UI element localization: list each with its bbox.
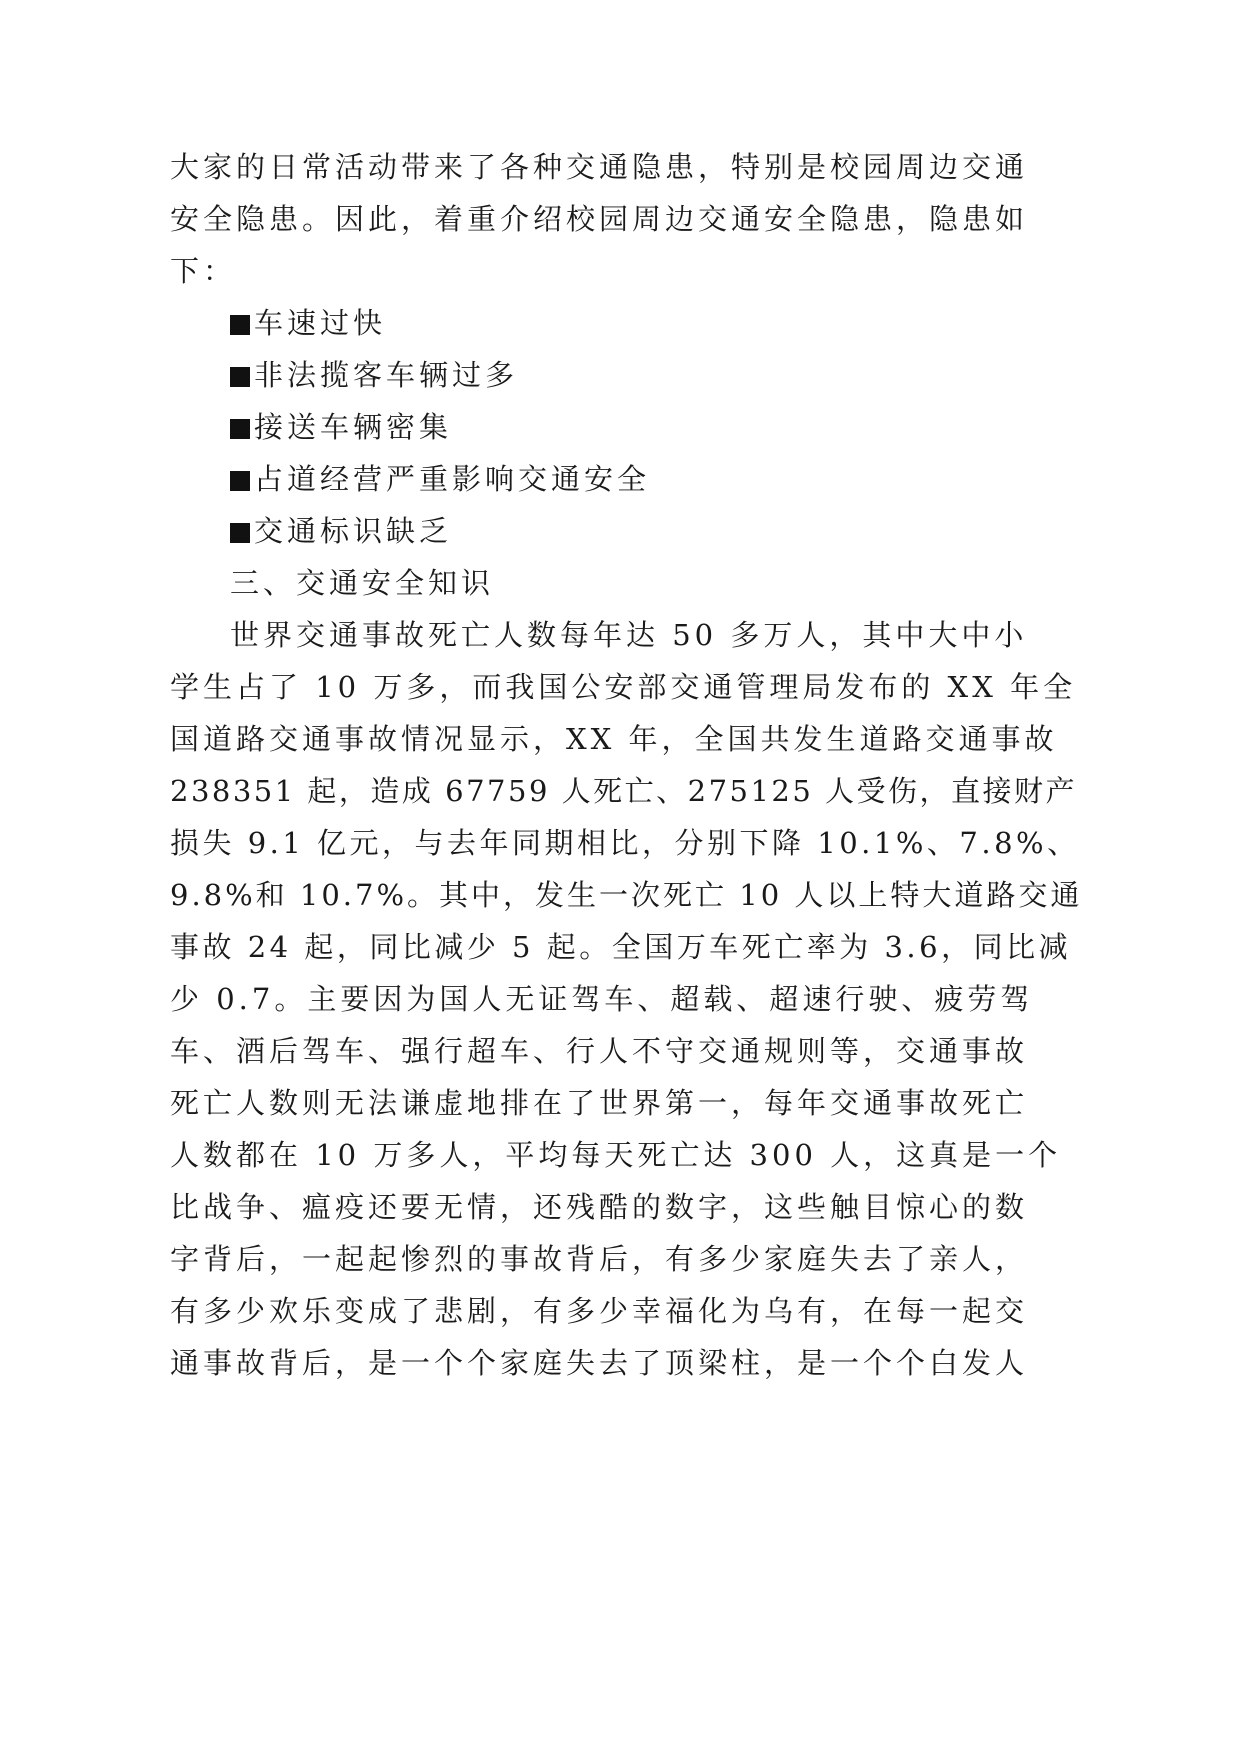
body-text-line: 国道路交通事故情况显示，XX 年，全国共发生道路交通事故 [170,722,1058,756]
section-heading: 三、交通安全知识 [230,566,495,600]
bullet-item-text: 占道经营严重影响交通安全 [254,462,651,496]
body-text-line: 9.8%和 10.7%。其中，发生一次死亡 10 人以上特大道路交通 [170,878,1083,912]
body-text-line: 有多少欢乐变成了悲剧，有多少幸福化为乌有，在每一起交 [170,1294,1029,1328]
bullet-item-text: 接送车辆密集 [254,410,453,444]
bullet-item [230,355,1010,395]
body-text-line: 人数都在 10 万多人，平均每天死亡达 300 人，这真是一个 [170,1138,1062,1172]
body-text-line: 安全隐患。因此，着重介绍校园周边交通安全隐患，隐患如 [170,202,1029,236]
body-text-line: 少 0.7。主要因为国人无证驾车、超载、超速行驶、疲劳驾 [170,982,1034,1016]
bullet-item-text: 交通标识缺乏 [254,514,453,548]
body-text-line: 通事故背后，是一个个家庭失去了顶梁柱，是一个个白发人 [170,1346,1029,1380]
body-text-line: 字背后，一起起惨烈的事故背后，有多少家庭失去了亲人， [170,1242,1029,1276]
bullet-item-text: 非法揽客车辆过多 [254,358,519,392]
body-text-line: 死亡人数则无法谦虚地排在了世界第一，每年交通事故死亡 [170,1086,1029,1120]
body-text-line: 世界交通事故死亡人数每年达 50 多万人，其中大中小 [230,618,1028,652]
bullet-item [230,303,1010,343]
bullet-item [230,407,1010,447]
body-text-line: 学生占了 10 万多，而我国公安部交通管理局发布的 XX 年全 [170,670,1077,704]
body-text-line: 损失 9.1 亿元，与去年同期相比，分别下降 10.1%、7.8%、 [170,826,1080,860]
square-bullet-icon [230,315,250,335]
bullet-item [230,459,1010,499]
body-text-line: 大家的日常活动带来了各种交通隐患，特别是校园周边交通 [170,150,1029,184]
bullet-item [230,511,1010,551]
body-text-line: 比战争、瘟疫还要无情，还残酷的数字，这些触目惊心的数 [170,1190,1029,1224]
body-text-line: 事故 24 起，同比减少 5 起。全国万车死亡率为 3.6，同比减 [170,930,1072,964]
bullet-item-text: 车速过快 [254,306,387,340]
body-text-line: 下： [170,254,237,288]
body-text-line: 238351 起，造成 67759 人死亡、275125 人受伤，直接财产 [170,774,1078,808]
body-text-line: 车、酒后驾车、强行超车、行人不守交通规则等，交通事故 [170,1034,1029,1068]
square-bullet-icon [230,471,250,491]
square-bullet-icon [230,419,250,439]
square-bullet-icon [230,523,250,543]
square-bullet-icon [230,367,250,387]
